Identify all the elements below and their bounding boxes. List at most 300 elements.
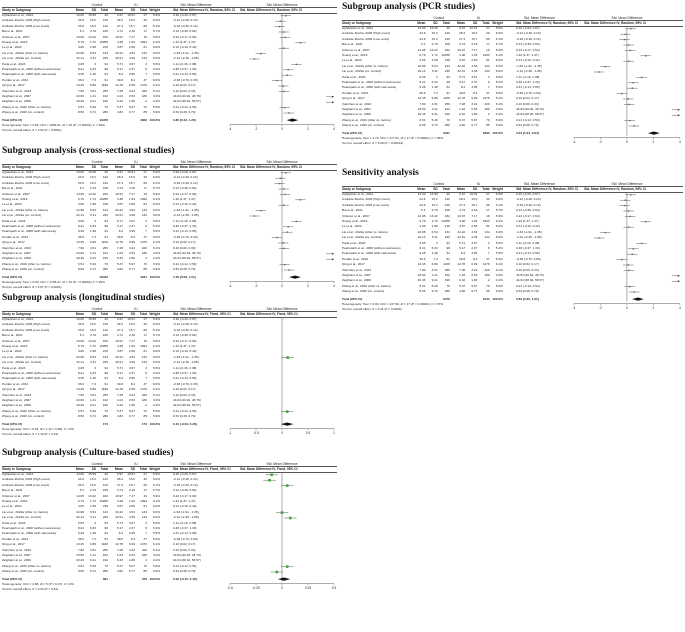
table-cell: 1.80 [128, 256, 135, 261]
table-cell: 70 [104, 261, 108, 266]
table-cell: 32.22 [115, 354, 123, 359]
table-cell: 1.93 [128, 40, 135, 44]
study-name: Aghapirian et al., 2024 [2, 13, 33, 17]
effect-marker [288, 226, 289, 227]
study-name: Zhang et al., 2020 (vs. control) [2, 110, 44, 115]
table-cell: 1.21 [89, 94, 96, 98]
table-cell: 37 [143, 536, 147, 541]
table-cell: 28.4 [116, 18, 123, 23]
table-cell: 91 [104, 536, 108, 541]
table-cell: 6.1% [152, 83, 160, 88]
table-cell: 5.37 [116, 261, 123, 266]
table-cell: 6.0% [152, 234, 160, 239]
study-name: Pearwpath et al., 2008 (with varicocele) [2, 376, 57, 381]
table-cell: 8.4 [473, 90, 478, 95]
table-cell: 6.0% [495, 63, 503, 68]
column-header-ci: Std. Mean Difference IV, Fixed, 95% CI [173, 312, 231, 316]
table-cell: 40.46 [417, 278, 426, 283]
table-cell: 182 [444, 213, 450, 218]
effect-marker [288, 69, 289, 70]
table-cell: 1.03 [116, 398, 123, 402]
effect-ci: 0.10 [0.02, 0.17] [173, 387, 196, 392]
table-cell: 5.6% [495, 74, 503, 79]
table-cell: 320 [141, 245, 147, 250]
table-cell: 17 [486, 208, 490, 213]
total-total-iu: 370 [141, 576, 147, 581]
column-header-weight: Weight [492, 187, 503, 191]
table-cell: 280 [102, 110, 108, 115]
effect-marker [629, 50, 630, 51]
effect-ci: 1.11 [-0.16, 2.38] [173, 520, 197, 525]
table-cell: 15.2 [431, 36, 438, 41]
table-cell: 6.89 [89, 542, 96, 547]
table-cell: 5.37 [116, 408, 123, 413]
table-cell: 6.0% [152, 50, 160, 55]
study-name: Paria et al., 2023 [342, 240, 366, 245]
table-cell: 134 [141, 213, 147, 218]
total-total-ctrl: 3476 [443, 296, 450, 301]
table-cell: 6.77 [128, 110, 135, 115]
study-name: Zhang et al., 2020 (vs. control) [342, 123, 384, 128]
x-tick-label: 0 [626, 140, 628, 145]
table-cell: 2.37 [128, 526, 135, 530]
table-cell: 70 [143, 408, 147, 413]
table-cell: 40.46 [417, 112, 426, 117]
table-cell: 6.1% [152, 482, 160, 487]
table-cell: 5.37 [116, 104, 123, 109]
table-cell: 2.18 [471, 208, 478, 213]
table-cell: 190 [102, 99, 108, 104]
table-cell: 20 [104, 472, 108, 476]
table-cell: 120 [102, 322, 108, 327]
table-cell: 3.67 [128, 61, 135, 66]
table-cell: 6.33 [89, 371, 96, 375]
table-cell: 134 [484, 235, 490, 240]
column-header-mean: Mean [417, 21, 426, 25]
column-header-total: Total [100, 312, 108, 316]
table-cell: 6.79 [77, 499, 84, 503]
study-name: Andrade-Rocha, 2003 (Low count) [2, 180, 50, 185]
table-cell: 6.79 [419, 53, 426, 57]
x-tick-label: -2 [599, 140, 602, 145]
table-cell: 24.6 [419, 36, 426, 41]
table-cell: 20 [446, 26, 450, 30]
effect-ci: -0.18 [-0.49, 0.12] [173, 327, 198, 332]
table-cell: 6.0% [152, 202, 160, 207]
table-cell: 134 [141, 207, 147, 212]
study-name: Liu et al., 2022a (After vs. before) [2, 354, 48, 359]
table-cell: 13.22 [88, 493, 96, 498]
effect-ci: -1.63 [-1.91, -1.35] [516, 63, 542, 68]
smd-header: Std. Mean Difference [524, 16, 555, 20]
table-cell: 6 [145, 67, 147, 71]
table-cell: 4.82 [459, 289, 466, 294]
table-cell: 1.93 [128, 197, 135, 201]
table-cell: 6.51 [77, 563, 84, 568]
study-name: Pearwpath et al., 2008 (without varicocele) [2, 526, 61, 530]
table-cell: 6.1% [152, 344, 160, 348]
effect-marker [630, 194, 631, 195]
table-cell: 9.72 [89, 569, 96, 574]
x-tick-label: -1 [228, 431, 232, 436]
study-name: Zhang et al., 2020 (After vs. before) [342, 117, 391, 122]
total-total-iu: 4363 [140, 117, 147, 122]
total-total-ctrl: 19476 [99, 117, 108, 122]
table-cell: 120 [102, 477, 108, 482]
table-cell: 5.67 [128, 261, 135, 266]
table-cell: 1.58 [431, 224, 438, 229]
x-tick-label: -4 [228, 127, 232, 132]
effect-marker [629, 216, 630, 217]
table-cell: 6.89 [89, 240, 96, 245]
table-cell: 32.51 [457, 235, 466, 240]
table-cell: 8.4 [130, 234, 135, 239]
table-cell: 9.28 [77, 229, 84, 234]
table-cell: 6.0% [152, 56, 160, 61]
effect-ci: 0.54 [0.28, 0.79] [173, 110, 196, 115]
effect-ci: 0.10 [0.02, 0.17] [173, 542, 196, 547]
table-cell: 85 [143, 110, 147, 115]
table-cell: 256 [102, 245, 108, 250]
table-cell: 6.32 [116, 403, 123, 408]
effect-marker [630, 28, 631, 29]
table-cell: 27.4 [116, 327, 123, 332]
table-cell: 6.0% [152, 360, 160, 365]
table-cell: 10258 [99, 40, 108, 44]
table-cell: 13.00 [76, 317, 84, 321]
table-cell: 91 [104, 234, 108, 239]
effect-marker [280, 21, 281, 22]
column-header-sd: SD [130, 467, 135, 471]
table-cell: 20 [104, 13, 108, 17]
table-cell: 37 [143, 234, 147, 239]
table-cell: 24.6 [77, 322, 84, 327]
table-cell: 320 [141, 547, 147, 552]
iu-group-header: IU [134, 3, 138, 7]
effect-marker [625, 34, 626, 35]
pooled-diamond [648, 132, 660, 135]
table-cell: 9.28 [77, 72, 84, 77]
table-cell: 4.54 [471, 63, 478, 68]
table-cell: 280 [444, 123, 450, 128]
table-cell: 70 [446, 283, 450, 288]
table-cell: 134 [141, 360, 147, 365]
effect-marker [300, 199, 301, 200]
effect-marker [276, 571, 279, 574]
table-cell: 6.0% [152, 349, 160, 354]
table-cell: 8.4 [130, 77, 135, 82]
table-cell: 2.50 [128, 504, 135, 509]
table-cell: 256 [102, 392, 108, 397]
table-cell: 5.9% [152, 317, 160, 321]
effect-ci: 0.16 [0.00, 0.33] [173, 88, 196, 93]
table-cell: 13.22 [88, 34, 96, 39]
table-cell: 10.51 [127, 170, 135, 174]
table-cell: 3.22 [128, 88, 135, 93]
table-cell: 24.6 [77, 175, 84, 180]
table-cell: 108 [102, 488, 108, 493]
effect-marker [621, 259, 622, 260]
study-name: Paria et al., 2023 [2, 218, 26, 223]
table-cell: 4.51 [431, 101, 438, 106]
table-cell: 6.0% [495, 224, 503, 229]
table-cell: 1.80 [128, 403, 135, 408]
table-cell: 9.05 [77, 61, 84, 66]
effect-marker [624, 205, 625, 206]
offscale-arrow [332, 253, 334, 255]
effect-marker [633, 291, 634, 292]
table-cell: 39.8 [459, 256, 466, 261]
table-cell: 0.4% [495, 112, 503, 117]
effect-marker [632, 88, 633, 89]
table-cell: 16 [486, 213, 490, 218]
table-cell: 14.05 [76, 34, 84, 39]
study-name: Huang et al., 2019 [2, 344, 28, 348]
table-cell: 1.48 [89, 376, 96, 381]
study-name: Qing et al., 2017 [342, 96, 365, 101]
table-cell: 2.37 [471, 80, 478, 84]
table-cell: 6 [487, 246, 490, 250]
table-cell: 5.1 [79, 29, 84, 34]
table-cell: 0.53 [471, 273, 478, 277]
study-name: Zhang et al., 2020 (After vs. before) [2, 104, 51, 109]
table-cell: 70 [104, 563, 108, 568]
effect-marker [281, 511, 284, 514]
table-cell: 10.51 [127, 13, 135, 17]
table-cell: 9.28 [419, 85, 426, 90]
table-cell: 0.97 [116, 13, 123, 17]
table-cell: 1.58 [89, 45, 96, 50]
table-cell: 1.93 [471, 219, 478, 223]
table-cell: 5.11 [90, 213, 96, 218]
table-cell: 1.58 [89, 349, 96, 354]
table-cell: 4.74 [116, 29, 123, 34]
table-cell: 4.36 [471, 235, 478, 240]
table-cell: 27 [143, 170, 147, 174]
panel-title: Subgroup analysis (longitudinal studies) [2, 293, 165, 303]
table-cell: 120 [102, 482, 108, 487]
table-cell: 4 [145, 365, 147, 370]
table-cell: 7.90 [77, 88, 84, 93]
x-tick-label: -2 [599, 306, 602, 311]
table-cell: 15.59 [88, 13, 96, 17]
table-cell: 9.41 [431, 278, 438, 283]
effect-ci: 0.13 [-0.38, 0.64] [173, 488, 197, 493]
effect-ci: 0.10 [0.02, 0.17] [173, 83, 196, 88]
table-cell: 81 [486, 224, 490, 229]
table-cell: 190 [444, 278, 450, 283]
heterogeneity-text: Heterogeneity: Tau² = 0.93; Chi² = 1765.27, df = 16 (P < 0.00001); I² = 99% [2, 280, 105, 285]
column-header-study: Study or Subgroup [2, 467, 31, 471]
table-cell: 134 [484, 69, 490, 74]
effect-ci: 1.42 [1.37, 1.47] [173, 344, 196, 348]
study-name: Andrade-Rocha, 2003 (Low count) [2, 23, 50, 28]
table-cell: 6.0% [495, 58, 503, 63]
table-cell: 98 [104, 224, 108, 228]
table-cell: 5.9% [152, 408, 160, 413]
table-cell: 5.37 [459, 117, 466, 122]
table-cell: 7 [145, 229, 147, 234]
column-header-mean: Mean [114, 467, 123, 471]
study-name: Le et al., 2022 [2, 202, 22, 207]
study-name: Liu et al., 2022a (vs. control) [2, 213, 42, 218]
table-cell: 1993 [140, 40, 147, 44]
table-cell: 236 [102, 515, 108, 520]
table-cell: 7 [145, 376, 147, 381]
table-cell: 7.3 [91, 234, 96, 239]
column-header-sd: SD [433, 21, 438, 25]
effect-marker [284, 107, 285, 108]
x-tick-label: -2 [254, 127, 258, 132]
table-cell: 182 [102, 338, 108, 343]
table-cell: 22.98 [76, 354, 84, 359]
table-cell: 108 [102, 29, 108, 34]
effect-marker [287, 232, 288, 233]
study-name: Ozkocer et al., 2007 [342, 213, 370, 218]
table-cell: 134 [484, 229, 490, 234]
study-name: Paria et al., 2023 [342, 74, 366, 79]
control-group-header: Control [91, 160, 103, 164]
table-cell: 10.97 [115, 191, 123, 196]
table-cell: 5.9% [152, 261, 160, 266]
table-cell: 6.33 [89, 224, 96, 228]
table-cell: 5.6% [152, 61, 160, 66]
table-cell: 6.89 [431, 96, 438, 101]
x-tick-label: 1 [333, 431, 335, 436]
effect-ci: 0.10 [0.02, 0.17] [173, 240, 196, 245]
table-cell: 5.9% [152, 110, 160, 115]
table-cell: 9.41 [89, 403, 96, 408]
table-cell: 4.38 [116, 499, 123, 503]
iu-group-header: IU [476, 16, 481, 20]
study-name: Andrade-Rocha, 2003 (Low count) [342, 202, 390, 207]
table-cell: 15.0 [471, 197, 478, 202]
table-cell: 5.2% [152, 526, 160, 530]
table-cell: 5.9% [495, 123, 503, 128]
column-header-total: Total [100, 8, 108, 12]
x-tick-label: 4 [679, 140, 681, 145]
table-cell: 7.28 [459, 101, 466, 106]
effect-ci: 0.13 [-0.16, 0.42] [516, 224, 540, 229]
table-cell: 12.78 [457, 262, 466, 267]
table-cell: 5.71 [116, 520, 123, 525]
table-cell: 5.6% [152, 365, 160, 370]
table-cell: 256 [444, 267, 450, 272]
effect-ci: 0.41 [-0.13, 0.95] [173, 229, 197, 234]
table-cell: 3.67 [128, 365, 135, 370]
table-cell: 4.54 [128, 509, 135, 514]
table-cell: 7.90 [419, 101, 426, 106]
table-cell: 15.2 [431, 31, 438, 36]
table-cell: 0.97 [459, 192, 466, 196]
table-cell: 3.87 [116, 504, 123, 509]
table-cell: 1.93 [471, 53, 478, 57]
table-cell: 15.0 [128, 175, 135, 180]
table-cell: 5.9% [152, 338, 160, 343]
study-name: Pearwpath et al., 2008 (with varicocele) [342, 251, 397, 256]
table-cell: 9.05 [77, 365, 84, 370]
table-cell: 134 [102, 509, 108, 514]
x-tick-label: 2 [652, 306, 655, 311]
table-cell: 6.1% [495, 36, 503, 41]
table-cell: 8.56 [77, 267, 84, 272]
table-cell: 4.54 [128, 354, 135, 359]
table-cell: 4.38 [116, 40, 123, 44]
table-cell: 4.36 [128, 213, 135, 218]
table-cell: 5.9% [152, 472, 160, 476]
table-cell: 10.97 [115, 493, 123, 498]
table-cell: 15.7 [128, 327, 135, 332]
table-cell: 2.18 [128, 333, 135, 338]
effect-marker [598, 237, 599, 238]
study-name: Zeighami et al., 2009 [342, 278, 371, 283]
effect-marker [286, 565, 289, 568]
table-cell: 24.6 [77, 327, 84, 332]
table-cell: 28.4 [116, 175, 123, 180]
table-cell: 5.29 [431, 283, 438, 288]
table-cell: 2.79 [89, 488, 96, 493]
table-cell: 5.7% [152, 29, 160, 34]
effect-ci: 0.54 [0.28, 0.79] [516, 289, 539, 294]
effect-ci: 0.48 [-0.37, 1.33] [173, 371, 197, 375]
table-cell: 2 [487, 278, 490, 283]
table-cell: 5.9% [152, 191, 160, 196]
total-total-weight: 100.0% [492, 130, 503, 135]
column-header-mean: Mean [75, 165, 84, 169]
table-cell: 5.71 [459, 240, 466, 245]
table-cell: 22.98 [417, 63, 426, 68]
effect-ci: 0.21 [-0.12, 0.54] [516, 117, 540, 122]
table-cell: 6.54 [89, 50, 96, 55]
table-cell: 8.4 [118, 229, 123, 234]
effect-ci: -1.63 [-1.91, -1.35] [173, 509, 199, 514]
total-total-weight: 100.0% [149, 576, 160, 581]
study-name: Bai et al., 2021 [2, 29, 23, 34]
table-cell: 180 [141, 398, 147, 402]
table-cell: 6.54 [431, 63, 438, 68]
effect-ci: 0.54 [0.28, 0.79] [516, 123, 539, 128]
effect-marker [286, 484, 289, 487]
table-cell: 5.17 [116, 526, 123, 530]
table-cell: 180 [484, 107, 490, 111]
table-cell: 13.45 [76, 240, 84, 245]
table-cell: 1.72 [89, 499, 96, 503]
table-cell: 93 [104, 61, 108, 66]
table-cell: 37 [143, 381, 147, 386]
control-group-header: Control [91, 462, 103, 466]
table-cell: 9.28 [77, 531, 84, 536]
table-cell: 6.51 [77, 104, 84, 109]
study-name: Zhang et al., 2020 (After vs. before) [2, 563, 51, 568]
study-name: Pearwpath et al., 2008 (with varicocele) [342, 85, 397, 90]
pooled-diamond [287, 119, 299, 122]
table-cell: 6.1% [152, 392, 160, 397]
effect-ci: 44.04 [38.92, 58.57] [173, 256, 201, 261]
table-cell: 23.69 [76, 398, 84, 402]
table-cell: 4.51 [89, 392, 96, 397]
table-cell: 5.1 [421, 42, 426, 47]
table-cell: 6.99 [128, 83, 135, 88]
column-header-ci: Std. Mean Difference IV, Fixed, 95% CI [173, 467, 231, 471]
table-cell: 1.03 [116, 553, 123, 557]
study-name: Andrade-Rocha, 2003 (High count) [2, 18, 50, 23]
table-cell: 5.2% [152, 67, 160, 71]
column-header-total: Total [100, 467, 108, 471]
table-cell: 22.98 [76, 509, 84, 514]
table-cell: 15.2 [89, 327, 96, 332]
table-cell: 102 [444, 273, 450, 277]
table-cell: 13.45 [76, 83, 84, 88]
